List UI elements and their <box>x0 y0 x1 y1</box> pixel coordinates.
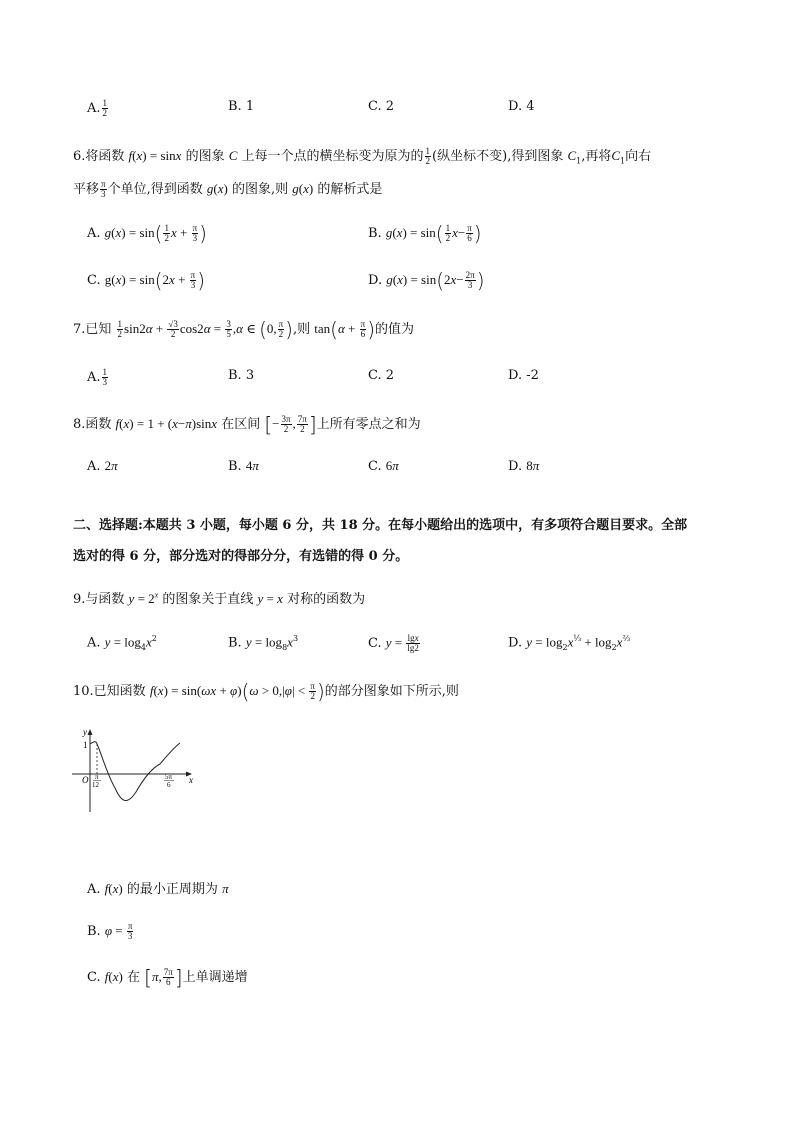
q6-option-d[interactable]: D. g(x) = sin(2x− $\frac{2\pi}{3}$ ) <box>368 268 485 293</box>
q5-option-d[interactable]: D. 4 <box>508 99 535 114</box>
graph-x1-num: π <box>95 773 99 781</box>
graph-x-label: x <box>189 775 193 785</box>
q8-stem: 8.函数 f(x) = 1 + (x−π)sinx 在区间 [− $\frac{3\pi}{2}$ , $\frac{7\pi}{2}$ ]上所有零点之和为 <box>73 412 421 437</box>
q7-option-d[interactable]: D. -2 <box>508 368 539 383</box>
graph-origin-label: O <box>82 775 89 785</box>
q6-option-a[interactable]: A. g(x) = sin( $\frac{1}{2}$ x + $\frac{\pi}{3}$ ) <box>87 221 207 246</box>
q5-option-b[interactable]: B. 1 <box>228 99 255 114</box>
q7-option-c[interactable]: C. 2 <box>368 368 395 383</box>
q5-options <box>0 99 794 121</box>
q8-option-b[interactable]: B. 4π <box>228 458 259 474</box>
graph-sine-curve <box>90 742 180 801</box>
q7-option-b[interactable]: B. 3 <box>228 368 255 383</box>
q8-option-c[interactable]: C. 6π <box>368 458 399 474</box>
graph-x1-den: 12 <box>92 781 99 789</box>
q8-option-d[interactable]: D. 8π <box>508 458 540 474</box>
q9-options <box>0 634 794 656</box>
q6-stem-line2: 平移 $\frac{\pi}{3}$ 个单位,得到函数 g(x) 的图象,则 g(x) 的解析式是 <box>73 179 383 199</box>
section2-heading-line1: 二、选择题:本题共 3 小题，每小题 6 分，共 18 分。在每小题给出的选项中，有多项符合题目要求。全部 <box>73 518 688 533</box>
graph-y-arrow <box>88 729 93 735</box>
q9-option-a[interactable]: A. $y = \log_4x^2$ <box>87 634 157 652</box>
q10-option-a[interactable]: A. f(x) 的最小正周期为 π <box>87 881 229 897</box>
q7-options <box>0 368 794 390</box>
q9-stem: 9.与函数 $y = 2^x$ 的图象关于直线 y = x 对称的函数为 <box>73 590 366 607</box>
graph-one-label: 1 <box>83 740 88 750</box>
q6-option-c[interactable]: C. g(x) = sin(2x + $\frac{\pi}{3}$ ) <box>87 268 206 293</box>
q10-stem: 10.已知函数 f(x) = sin(ωx + φ)(ω > 0,|φ| < $\frac{\pi}{2}$ )的部分图象如下所示,则 <box>73 679 459 704</box>
q9-option-d[interactable]: D. $y = \log_2x^{\frac{1}{3}} + \log_2x^{\frac{2}{3}}$ <box>508 634 631 652</box>
graph-x2-den: 6 <box>167 781 171 789</box>
q6-options-row2 <box>0 268 794 293</box>
q6-option-b[interactable]: B. g(x) = sin( $\frac{1}{2}$ x− $\frac{\pi}{6}$ ) <box>368 221 482 246</box>
graph-x2-num: 5π <box>165 773 173 781</box>
section2-heading-line2: 选对的得 6 分，部分选对的得部分分，有选错的得 0 分。 <box>73 549 409 564</box>
q7-stem: 7.已知 $\frac{1}{2}$ sin2α + $\frac{√3}{2}$ cos2α = $\frac{3}{5}$ ,α ∈ (0, $\frac{\pi}{2}$ ),则 tan(α + $\frac{\pi}{6}$ )的值为 <box>73 317 415 342</box>
graph-y-label: y <box>83 727 87 737</box>
q10-option-b[interactable]: B. φ = $\frac{\pi}{3}$ <box>87 921 133 941</box>
q5-option-c[interactable]: C. 2 <box>368 99 395 114</box>
q7-option-a[interactable]: A. $\frac{1}{3}$ <box>87 367 108 387</box>
q8-options <box>0 458 794 480</box>
q10-function-graph <box>70 722 200 814</box>
q6-options-row1 <box>0 221 794 246</box>
q9-option-b[interactable]: B. $y = \log_8x^3$ <box>228 634 299 652</box>
q6-stem-line1: 6.将函数 f(x) = sinx 的图象 C 上每一个点的横坐标变为原为的 $\frac{1}{2}$ (纵坐标不变),得到图象 $C_1$,再将$C_1$向右 <box>73 146 652 166</box>
q9-option-c[interactable]: C. y = $\frac{\lg x}{\lg 2}$ <box>368 633 419 653</box>
q8-option-a[interactable]: A. 2π <box>87 458 118 474</box>
q5-option-a[interactable]: A. $\frac{1}{2}$ <box>87 98 108 118</box>
q10-option-c[interactable]: C. f(x) 在 [π, $\frac{7\pi}{6}$ ]上单调递增 <box>87 965 248 990</box>
